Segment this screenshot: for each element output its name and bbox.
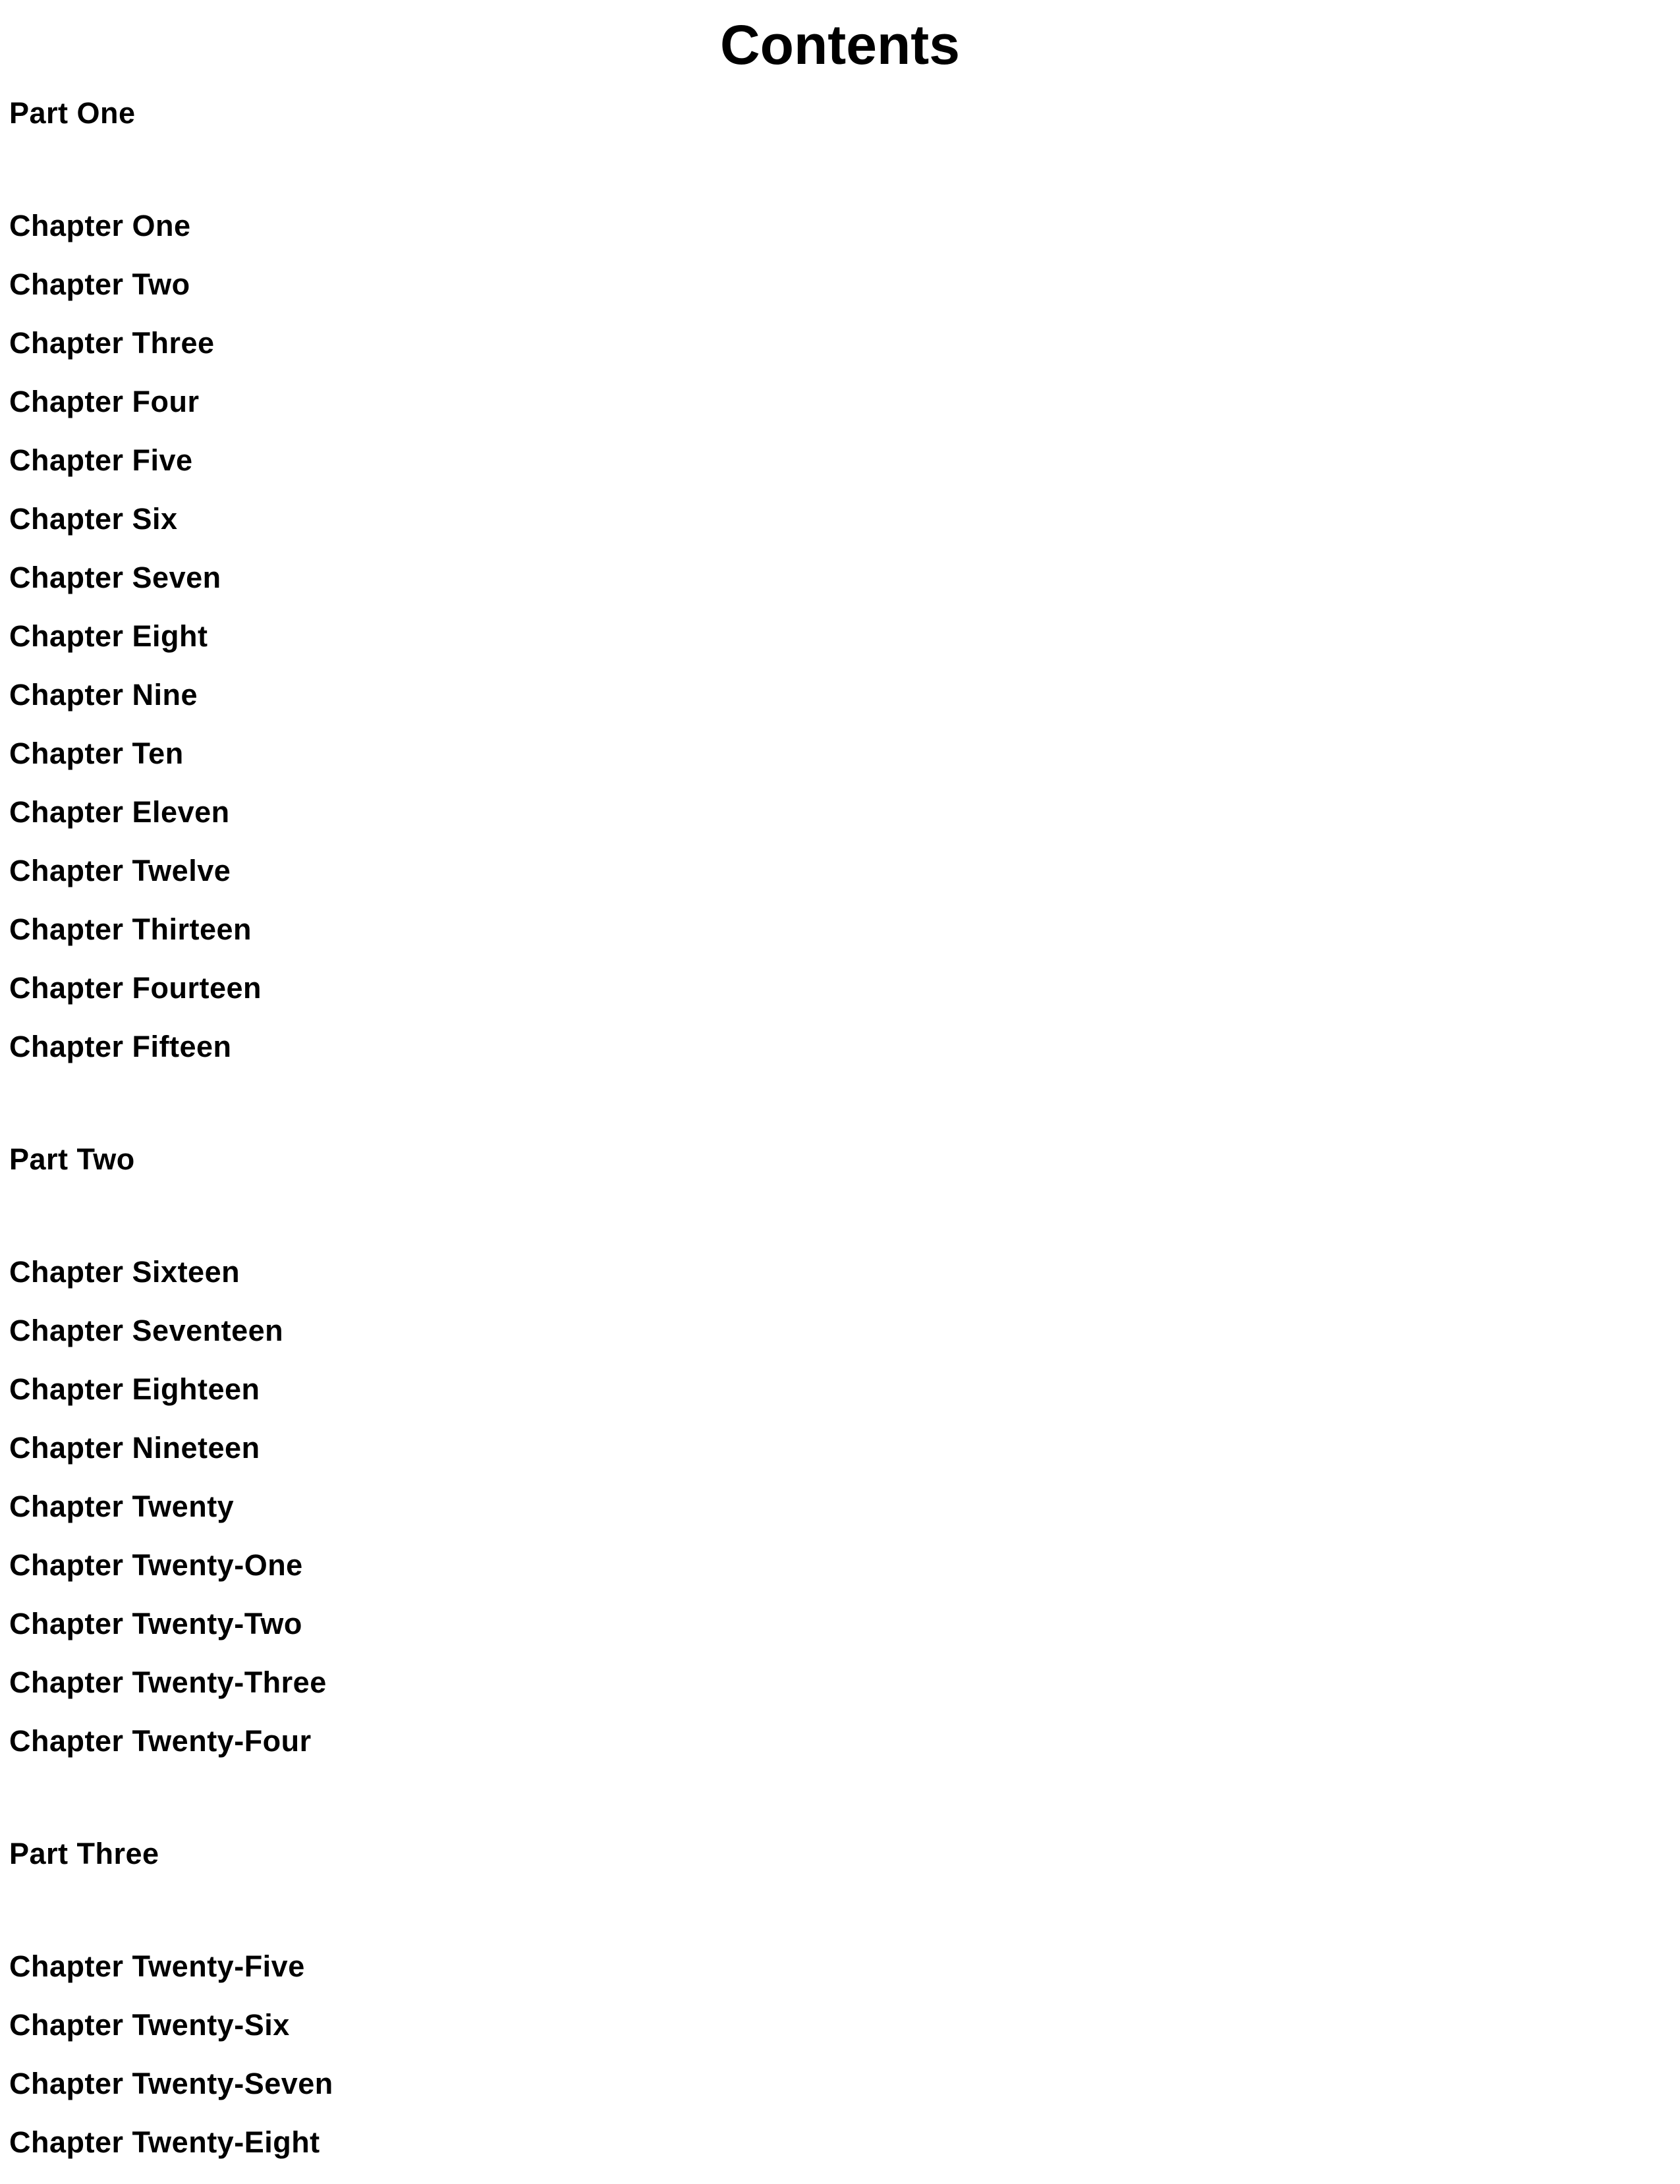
chapter-entry[interactable]: Chapter Four — [9, 385, 200, 418]
chapter-entry[interactable]: Chapter Twenty-Eight — [9, 2125, 320, 2159]
chapter-entry[interactable]: Chapter Three — [9, 326, 215, 360]
chapter-entry[interactable]: Chapter Sixteen — [9, 1255, 240, 1289]
chapter-entry[interactable]: Chapter Six — [9, 502, 178, 536]
chapter-entry[interactable]: Chapter Twenty-Four — [9, 1724, 312, 1758]
chapter-entry[interactable]: Chapter Seventeen — [9, 1314, 284, 1347]
chapter-entry[interactable]: Chapter Five — [9, 443, 193, 477]
page-title: Contents — [720, 14, 960, 76]
chapter-entry[interactable]: Chapter Two — [9, 267, 190, 301]
part-heading[interactable]: Part Two — [9, 1142, 135, 1176]
chapter-entry[interactable]: Chapter Thirteen — [9, 912, 252, 946]
table-of-contents — [9, 96, 1590, 2184]
chapter-entry[interactable]: Chapter Twenty-Two — [9, 1607, 302, 1640]
chapter-entry[interactable]: Chapter Fourteen — [9, 971, 262, 1005]
chapter-entry[interactable]: Chapter One — [9, 209, 191, 242]
chapter-entry[interactable]: Chapter Nineteen — [9, 1431, 260, 1465]
chapter-entry[interactable]: Chapter Twenty — [9, 1490, 235, 1523]
chapter-entry[interactable]: Chapter Ten — [9, 737, 184, 770]
chapter-entry[interactable]: Chapter Twenty-Three — [9, 1666, 327, 1699]
chapter-entry[interactable]: Chapter Eleven — [9, 795, 230, 829]
chapter-entry[interactable]: Chapter Twenty-Six — [9, 2008, 290, 2042]
chapter-entry[interactable]: Chapter Eighteen — [9, 1372, 260, 1406]
chapter-entry[interactable]: Chapter Nine — [9, 678, 198, 712]
part-heading[interactable]: Part One — [9, 96, 136, 130]
part-heading[interactable]: Part Three — [9, 1837, 159, 1870]
chapter-entry[interactable]: Chapter Twelve — [9, 854, 231, 887]
chapter-entry[interactable]: Chapter Twenty-One — [9, 1548, 303, 1582]
chapter-entry[interactable]: Chapter Twenty-Five — [9, 1949, 305, 1983]
chapter-entry[interactable]: Chapter Twenty-Seven — [9, 2067, 333, 2100]
chapter-entry[interactable]: Chapter Fifteen — [9, 1030, 232, 1063]
chapter-entry[interactable]: Chapter Seven — [9, 561, 221, 594]
chapter-entry[interactable]: Chapter Eight — [9, 619, 208, 653]
